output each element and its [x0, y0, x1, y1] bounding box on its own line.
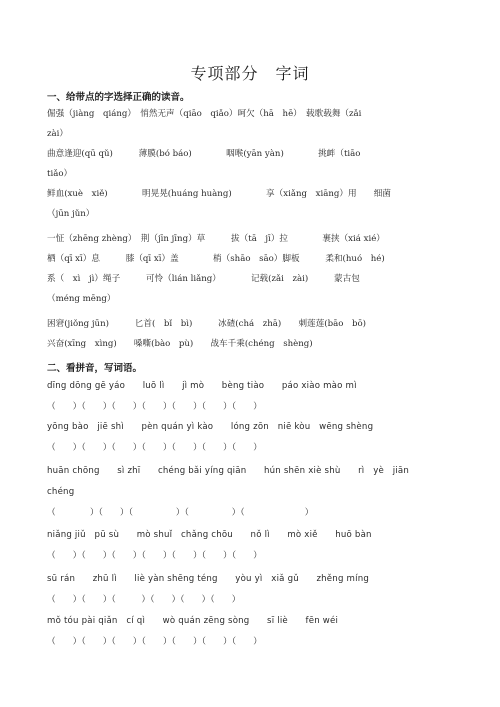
section-2-heading: 二、看拼音，写词语。 — [47, 363, 143, 374]
section-1-line: 系（ xì jì）绳子 可怜（lián liǎng） 记载(zǎi zài) 蒙古包 — [47, 274, 360, 284]
pinyin-line: yōng bào jiē shì pèn quán yì kào lóng zōn niē kòu wēng shèng — [47, 422, 374, 432]
answer-blanks-line: （ ）（ ）（ ）（ ）（ ）（ ） — [47, 595, 241, 605]
section-1-heading: 一、给带点的字选择正确的读音。 — [47, 92, 190, 103]
section-1-line: 兴奋(xīng xìng) 嗓嘶(bào pù) 战车千乘(chéng shèng) — [47, 339, 313, 349]
answer-blanks-line: （ ）（ ）（ ）（ ）（ ）（ ）（ ） — [47, 402, 262, 412]
pinyin-line: dīng dōng gē yáo luō lì jì mò bèng tiào páo xiào mào mì — [47, 381, 357, 391]
answer-blanks-line: （ ）（ ）（ ）（ ）（ ）（ ）（ ） — [47, 443, 262, 453]
section-1-line: zài） — [47, 129, 68, 139]
pinyin-line: chéng — [47, 487, 75, 497]
section-1-line: （jūn jǔn） — [47, 209, 95, 219]
section-1-line: tiǎo） — [47, 169, 73, 179]
pinyin-line: niǎng jiǔ pū sù mò shuǐ chǎng chōu nǒ lì mò xiě huō bàn — [47, 530, 372, 540]
section-1-line: 栖（qī xī）息 膝（qī xī）盖 梢（shāo sāo）脚板 柔和(huó hé) — [47, 254, 385, 264]
answer-blanks-line: （ ）（ ）（ ）（ ）（ ） — [47, 508, 314, 518]
section-1-line: （méng mēng） — [47, 294, 116, 304]
page-title: 专项部分 字词 — [190, 64, 310, 83]
pinyin-line: sū rán zhū lì liè yàn shēng téng yòu yì xiǎ gǔ zhěng míng — [47, 574, 369, 584]
section-1-line: 曲意逢迎(qū qǔ) 薄膜(bó báo) 咽喉(yān yàn) 挑衅（tiāo — [47, 149, 361, 159]
answer-blanks-line: （ ）（ ）（ ）（ ）（ ）（ ）（ ） — [47, 551, 262, 561]
answer-blanks-line: （ ）（ ）（ ）（ ）（ ）（ ）（ ） — [47, 637, 262, 647]
section-1-line: 鲜血(xuè xiě) 明晃晃(huáng huàng) 享（xiǎng xiāng）用 细菌 — [47, 189, 391, 199]
section-1-line: 一怔（zhēng zhèng） 荆（jīn jīng）草 拔（tā jī）拉 裹挟（xiá xié） — [47, 234, 385, 244]
section-1-line: 倔强（jiàng qiáng） 悄然无声（qiāo qiǎo）呵欠（hā hē） 载歌载舞（zǎi — [47, 109, 362, 119]
pinyin-line: huān chōng sì zhī chéng bǎi yíng qiān hún shēn xiè shù rì yè jiān — [47, 466, 410, 476]
section-1-line: 困窘(jiǒng jūn) 匕首( bǐ bì) 冰碴(chá zhā) 刺莲莲(bāo bō) — [47, 319, 367, 329]
pinyin-line: mǒ tóu pài qiǎn cí qì wò quán zēng sòng sī liè fēn wéi — [47, 616, 339, 626]
